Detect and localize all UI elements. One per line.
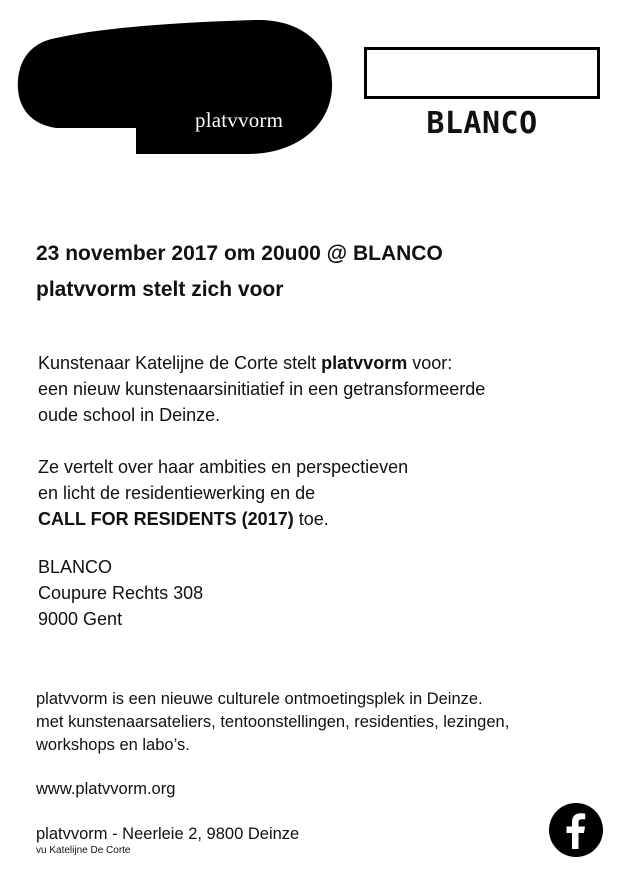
intro-paragraph (38, 350, 485, 428)
website-link[interactable]: www.platvvorm.org (36, 780, 176, 798)
blanco-logo-word: BLANCO (426, 106, 538, 141)
facebook-icon[interactable] (548, 802, 604, 858)
ambitions-line-1: Ze vertelt over haar ambities en perspectieven (38, 457, 409, 477)
about-line-3: workshops en labo’s. (36, 736, 190, 754)
footer-address: platvvorm - Neerleie 2, 9800 Deinze (36, 825, 300, 843)
platvvorm-logo (16, 20, 336, 156)
responsible-publisher: vu Katelijne De Corte (36, 845, 131, 856)
intro-line-1 (38, 350, 485, 376)
venue-address (38, 554, 203, 632)
intro-line-2: een nieuw kunstenaarsinitiatief in een getransformeerde (38, 379, 486, 399)
ambitions-line-3 (38, 506, 408, 532)
blanco-logo-box (364, 47, 600, 99)
facebook-icon-graphic (548, 802, 604, 858)
venue-street: Coupure Rechts 308 (38, 583, 204, 603)
intro-line-3: oude school in Deinze. (38, 405, 221, 425)
about-line-2: met kunstenaarsateliers, tentoonstellingen, residenties, lezingen, (36, 713, 510, 731)
intro-line-1-bold: platvvorm (321, 353, 408, 373)
venue-city: 9000 Gent (38, 609, 123, 629)
logo-blob-shape (16, 20, 336, 156)
venue-name: BLANCO (38, 557, 113, 577)
headline-title-line: platvvorm stelt zich voor (36, 278, 284, 301)
about-paragraph (36, 688, 509, 757)
intro-line-1-prefix: Kunstenaar Katelijne de Corte stelt (38, 353, 322, 373)
ambitions-line-2: en licht de residentiewerking en de (38, 483, 316, 503)
ambitions-paragraph (38, 454, 408, 532)
logo-text: platvvorm (195, 108, 284, 132)
ambitions-line-3-suffix: toe. (293, 509, 329, 529)
about-line-1: platvvorm is een nieuwe culturele ontmoetingsplek in Deinze. (36, 690, 483, 708)
headline-date-line: 23 november 2017 om 20u00 @ BLANCO (36, 242, 443, 265)
call-for-residents: CALL FOR RESIDENTS (2017) (38, 509, 294, 529)
intro-line-1-suffix: voor: (407, 353, 453, 373)
event-headline (36, 236, 443, 308)
